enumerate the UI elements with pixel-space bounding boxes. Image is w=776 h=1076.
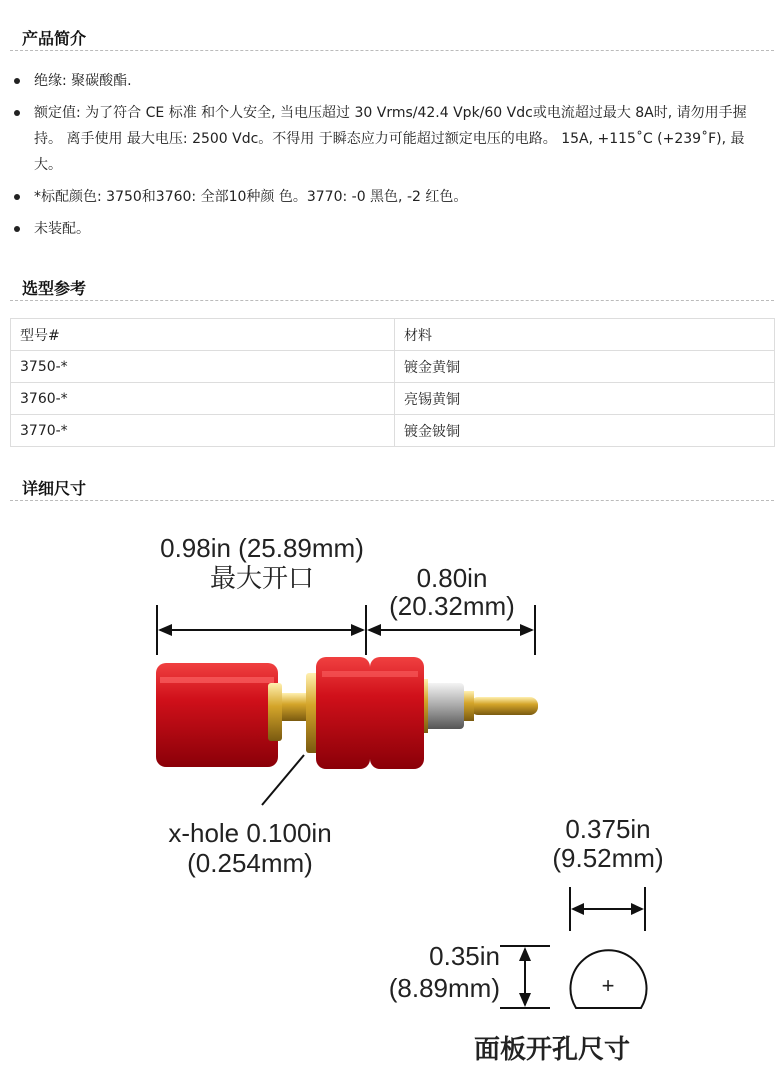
list-item	[0, 184, 776, 210]
list-item-text: 未装配。	[34, 221, 90, 237]
selection-table	[10, 318, 775, 447]
table-cell: 镀金铍铜	[395, 415, 775, 447]
section-title-selection: 选型参考	[22, 279, 87, 298]
table-row	[11, 351, 775, 383]
bullet-icon	[14, 78, 20, 84]
cutout-width-in: 0.375in	[565, 814, 651, 844]
bullet-icon	[14, 194, 20, 200]
list-item-text: *标配颜色: 3750和3760: 全部10种颜 色。3770: -0 黑色, -2 红色。	[34, 189, 468, 205]
table-header-cell: 型号#	[11, 319, 395, 351]
max-opening-value: 0.98in (25.89mm)	[160, 533, 364, 563]
divider	[10, 300, 774, 301]
list-item-text: 绝缘: 聚碳酸酯.	[34, 73, 132, 89]
xhole-mm: (0.254mm)	[187, 848, 313, 878]
cutout-width-arrow	[570, 887, 645, 931]
feature-list	[0, 68, 776, 248]
divider	[10, 500, 774, 501]
table-header-row	[11, 319, 775, 351]
divider	[10, 50, 774, 51]
cutout-center-mark: +	[601, 973, 615, 998]
table-row	[11, 383, 775, 415]
table-row	[11, 415, 775, 447]
bullet-icon	[14, 226, 20, 232]
list-item-text: 额定值: 为了符合 CE 标准 和个人安全, 当电压超过 30 Vrms/42.4 Vpk/60 Vdc或电流超过最大 8A时, 请勿用手握持。 离手使用 最大电压: 2500 Vdc。不得用 于瞬态应力可能超过额定电压的电路。 15A, +115˚C (+239˚F), 最大。	[34, 105, 747, 173]
list-item	[0, 68, 776, 94]
max-opening-label: 最大开口	[209, 563, 315, 593]
length-in: 0.80in	[416, 563, 488, 593]
cutout-width-mm: (9.52mm)	[552, 843, 664, 873]
cutout-label: 面板开孔尺寸	[473, 1034, 631, 1064]
list-item	[0, 216, 776, 242]
bullet-icon	[14, 110, 20, 116]
cutout-height-arrow	[500, 946, 550, 1008]
cutout-height-mm: (8.89mm)	[388, 973, 500, 1003]
list-item	[0, 100, 776, 178]
section-title-dimensions: 详细尺寸	[22, 479, 87, 498]
table-cell: 3750-*	[11, 351, 395, 383]
length-mm: (20.32mm)	[389, 591, 515, 621]
xhole-in: x-hole 0.100in	[168, 818, 332, 848]
binding-post-image	[156, 657, 538, 769]
table-cell: 镀金黄铜	[395, 351, 775, 383]
cutout-height-in: 0.35in	[429, 941, 500, 971]
table-cell: 3760-*	[11, 383, 395, 415]
table-cell: 3770-*	[11, 415, 395, 447]
table-cell: 亮锡黄铜	[395, 383, 775, 415]
table-header-cell: 材料	[395, 319, 775, 351]
dimension-diagram	[0, 505, 776, 1076]
section-title-intro: 产品简介	[22, 29, 87, 48]
